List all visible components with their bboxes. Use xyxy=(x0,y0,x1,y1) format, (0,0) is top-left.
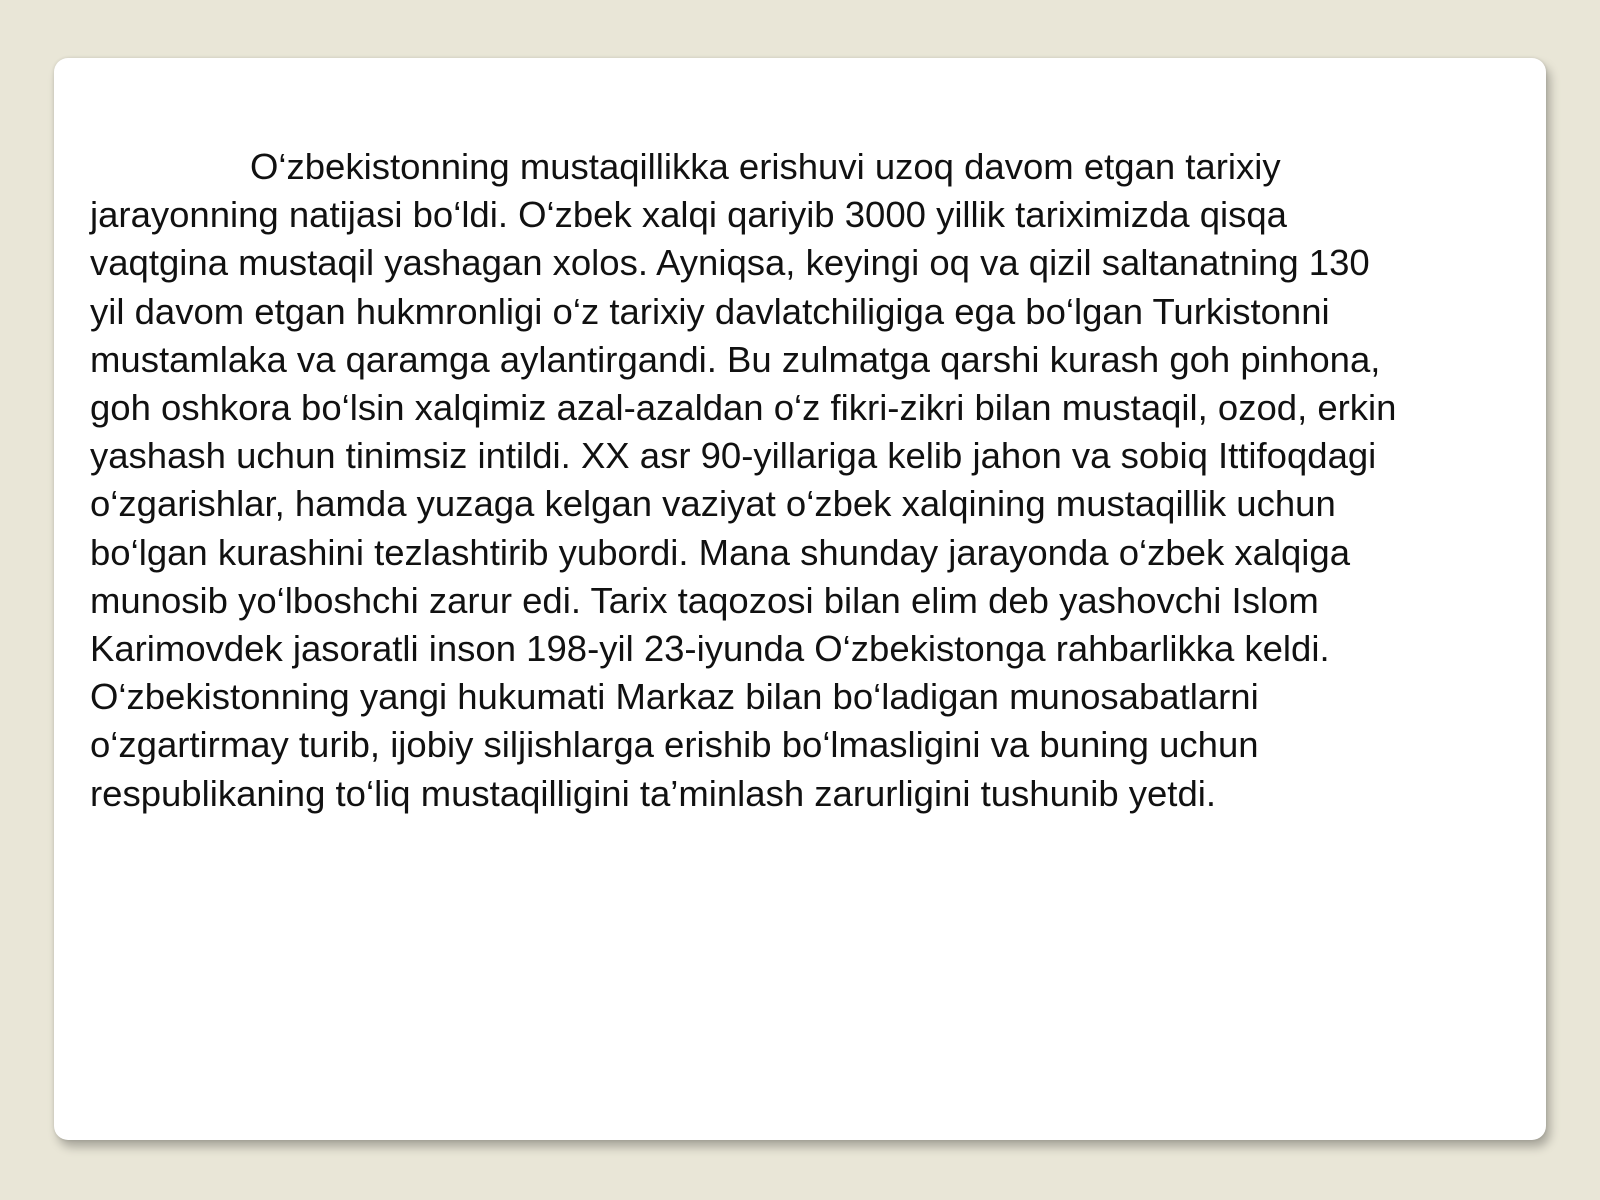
paragraph-line-9: bo‘lgan kurashini tezlashtirib yubordi. Mana shunday jarayonda o‘zbek xalqiga xyxy=(90,531,1351,573)
paragraph-line-4: yil davom etgan hukmronligi o‘z tarixiy davlatchiligiga ega bo‘lgan Turkistonni xyxy=(90,290,1330,332)
paragraph-line-12: O‘zbekistonning yangi hukumati Markaz bilan bo‘ladigan munosabatlarni xyxy=(90,676,1259,718)
paragraph-line-11: Karimovdek jasoratli inson 198-yil 23-iyunda O‘zbekistonga rahbarlikka keldi. xyxy=(90,628,1330,670)
paragraph-line-5: mustamlaka va qaramga aylantirgandi. Bu zulmatga qarshi kurash goh pinhona, xyxy=(90,338,1381,380)
paragraph-line-10: munosib yo‘lboshchi zarur edi. Tarix taqozosi bilan elim deb yashovchi Islom xyxy=(90,579,1319,621)
slide-panel xyxy=(54,58,1546,1140)
paragraph-line-8: o‘zgarishlar, hamda yuzaga kelgan vaziyat o‘zbek xalqining mustaqillik uchun xyxy=(90,483,1336,525)
paragraph-line-14: respublikaning to‘liq mustaqilligini ta’minlash zarurligini tushunib yetdi. xyxy=(90,772,1216,814)
body-paragraph xyxy=(90,143,1530,818)
paragraph-line-6: goh oshkora bo‘lsin xalqimiz azal-azaldan o‘z fikri-zikri bilan mustaqil, ozod, erkin xyxy=(90,387,1397,429)
paragraph-line-1: O‘zbekistonning mustaqillikka erishuvi uzoq davom etgan tarixiy xyxy=(250,146,1281,187)
paragraph-line-2: jarayonning natijasi bo‘ldi. O‘zbek xalqi qariyib 3000 yillik tariximizda qisqa xyxy=(90,194,1287,236)
paragraph-line-7: yashash uchun tinimsiz intildi. XX asr 90-yillariga kelib jahon va sobiq Ittifoqdagi xyxy=(90,435,1377,477)
paragraph-line-13: o‘zgartirmay turib, ijobiy siljishlarga erishib bo‘lmasligini va buning uchun xyxy=(90,724,1259,766)
paragraph-line-3: vaqtgina mustaqil yashagan xolos. Ayniqsa, keyingi oq va qizil saltanatning 130 xyxy=(90,242,1370,284)
